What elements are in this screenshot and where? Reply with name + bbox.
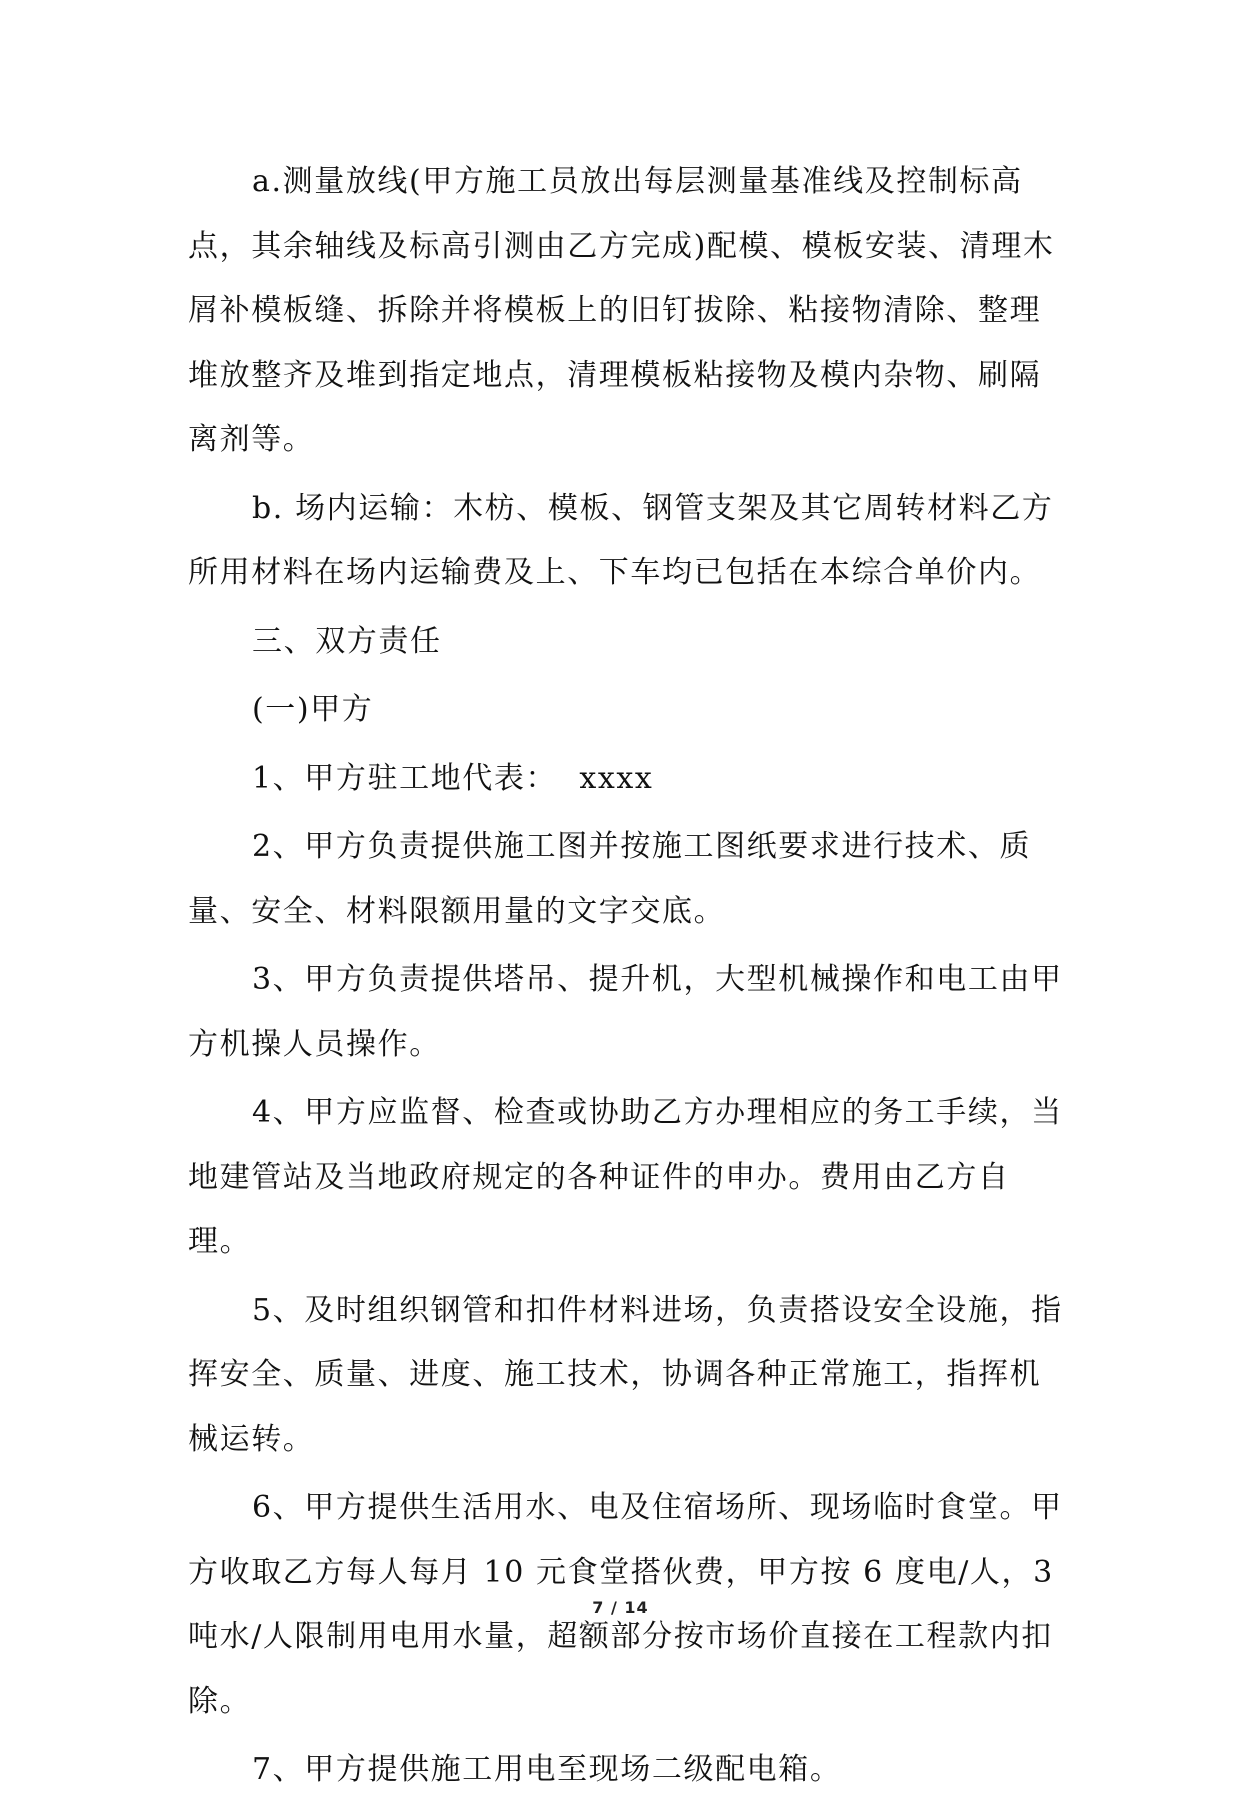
paragraph-item-1: 1、甲方驻工地代表： xxxx — [252, 760, 654, 796]
section-heading-responsibilities: 三、双方责任 — [252, 623, 442, 659]
paragraph-item-6: 6、甲方提供生活用水、电及住宿场所、现场临时食堂。甲方收取乙方每人每月 10 元食堂搭伙费，甲方按 6 度电/人，3 吨水/人限制用电用水量，超额部分按市场价直接在工程款内扣除。 — [188, 1490, 1065, 1719]
paragraph-scope-a: a.测量放线(甲方施工员放出每层测量基准线及控制标高点，其余轴线及标高引测由乙方完成)配模、模板安装、清理木屑补模板缝、拆除并将模板上的旧钉拔除、粘接物清除、整理堆放整齐及堆到指定地点，清理模板粘接物及模内杂物、刷隔离剂等。 — [188, 164, 1055, 457]
paragraph-item-2: 2、甲方负责提供施工图并按施工图纸要求进行技术、质量、安全、材料限额用量的文字交底。 — [188, 829, 1032, 929]
paragraph-item-3: 3、甲方负责提供塔吊、提升机，大型机械操作和电工由甲方机操人员操作。 — [188, 962, 1063, 1062]
document-body — [188, 150, 1068, 1807]
paragraph-item-5: 5、及时组织钢管和扣件材料进场，负责搭设安全设施，指挥安全、质量、进度、施工技术，协调各种正常施工，指挥机械运转。 — [188, 1292, 1063, 1457]
page-number: 7 / 14 — [592, 1598, 649, 1617]
paragraph-item-7: 7、甲方提供施工用电至现场二级配电箱。 — [252, 1752, 842, 1787]
paragraph-scope-b: b. 场内运输：木枋、模板、钢管支架及其它周转材料乙方所用材料在场内运输费及上、下车均已包括在本综合单价内。 — [188, 490, 1054, 590]
subsection-heading-party-a: (一)甲方 — [252, 692, 374, 727]
paragraph-item-4: 4、甲方应监督、检查或协助乙方办理相应的务工手续，当地建管站及当地政府规定的各种证件的申办。费用由乙方自理。 — [188, 1095, 1063, 1259]
